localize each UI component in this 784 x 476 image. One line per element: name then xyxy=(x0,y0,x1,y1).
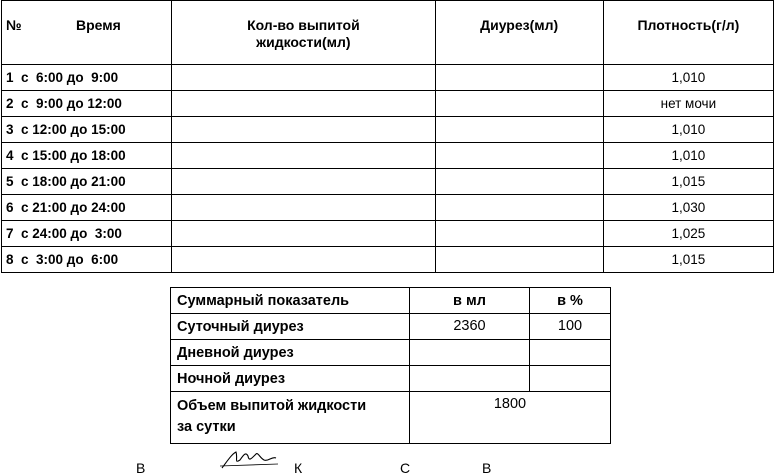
summary-header-label: Суммарный показатель xyxy=(171,288,410,314)
row-density: 1,010 xyxy=(603,65,773,91)
row-diuresis xyxy=(435,247,603,273)
summary-header-percent: в % xyxy=(530,288,611,314)
row-interval: 7 с 24:00 до 3:00 xyxy=(2,221,172,247)
header-density: Плотность(г/л) xyxy=(603,1,773,65)
table-row xyxy=(2,195,774,221)
row-density: 1,015 xyxy=(603,247,773,273)
row-interval: 1 с 6:00 до 9:00 xyxy=(2,65,172,91)
row-diuresis xyxy=(435,143,603,169)
row-interval: 2 с 9:00 до 12:00 xyxy=(2,91,172,117)
footer-text-part: В xyxy=(136,460,146,476)
row-fluid xyxy=(172,195,435,221)
row-density: 1,010 xyxy=(603,143,773,169)
table-row xyxy=(2,169,774,195)
signature xyxy=(218,448,280,470)
row-fluid xyxy=(172,169,435,195)
summary-value-percent xyxy=(530,340,611,366)
row-diuresis xyxy=(435,65,603,91)
row-fluid xyxy=(172,117,435,143)
table-row xyxy=(2,65,774,91)
row-density: 1,015 xyxy=(603,169,773,195)
row-density: нет мочи xyxy=(603,91,773,117)
table-row xyxy=(2,221,774,247)
summary-volume-line1: Объем выпитой жидкости xyxy=(177,398,367,414)
summary-value-ml xyxy=(410,366,530,392)
header-fluid-line2: жидкости(мл) xyxy=(256,34,351,50)
summary-label: Ночной диурез xyxy=(171,366,410,392)
table-row xyxy=(2,91,774,117)
table-header-row xyxy=(2,1,774,65)
summary-value-percent xyxy=(530,366,611,392)
header-diuresis: Диурез(мл) xyxy=(435,1,603,65)
row-interval: 3 с 12:00 до 15:00 xyxy=(2,117,172,143)
row-diuresis xyxy=(435,221,603,247)
row-diuresis xyxy=(435,169,603,195)
summary-label: Суточный диурез xyxy=(171,314,410,340)
header-num-time xyxy=(2,1,172,65)
header-time: Время xyxy=(76,17,121,33)
summary-value-percent: 100 xyxy=(530,314,611,340)
row-fluid xyxy=(172,91,435,117)
footer-text-part: К xyxy=(294,460,303,476)
footer-text-part: С xyxy=(400,460,411,476)
summary-value-ml: 1800 xyxy=(410,392,611,444)
summary-header-ml: в мл xyxy=(410,288,530,314)
row-interval: 5 с 18:00 до 21:00 xyxy=(2,169,172,195)
header-fluid xyxy=(172,1,435,65)
table-row xyxy=(2,117,774,143)
row-fluid xyxy=(172,221,435,247)
row-fluid xyxy=(172,143,435,169)
row-density: 1,030 xyxy=(603,195,773,221)
summary-value-ml: 2360 xyxy=(410,314,530,340)
table-row xyxy=(2,143,774,169)
summary-table xyxy=(170,287,611,444)
header-fluid-line1: Кол-во выпитой xyxy=(247,17,360,33)
table-row xyxy=(2,247,774,273)
row-density: 1,025 xyxy=(603,221,773,247)
footer-text-part: В xyxy=(482,460,492,476)
row-interval: 8 с 3:00 до 6:00 xyxy=(2,247,172,273)
summary-row-night xyxy=(171,366,611,392)
summary-label xyxy=(171,392,410,444)
row-fluid xyxy=(172,247,435,273)
summary-row-day xyxy=(171,340,611,366)
row-density: 1,010 xyxy=(603,117,773,143)
row-diuresis xyxy=(435,195,603,221)
row-interval: 4 с 15:00 до 18:00 xyxy=(2,143,172,169)
diuresis-table xyxy=(1,0,774,273)
row-diuresis xyxy=(435,91,603,117)
row-interval: 6 с 21:00 до 24:00 xyxy=(2,195,172,221)
summary-label: Дневной диурез xyxy=(171,340,410,366)
summary-row-daily xyxy=(171,314,611,340)
summary-header-row xyxy=(171,288,611,314)
summary-row-volume xyxy=(171,392,611,444)
header-num: № xyxy=(6,17,22,33)
summary-value-ml xyxy=(410,340,530,366)
row-diuresis xyxy=(435,117,603,143)
summary-volume-line2: за сутки xyxy=(177,419,236,435)
row-fluid xyxy=(172,65,435,91)
